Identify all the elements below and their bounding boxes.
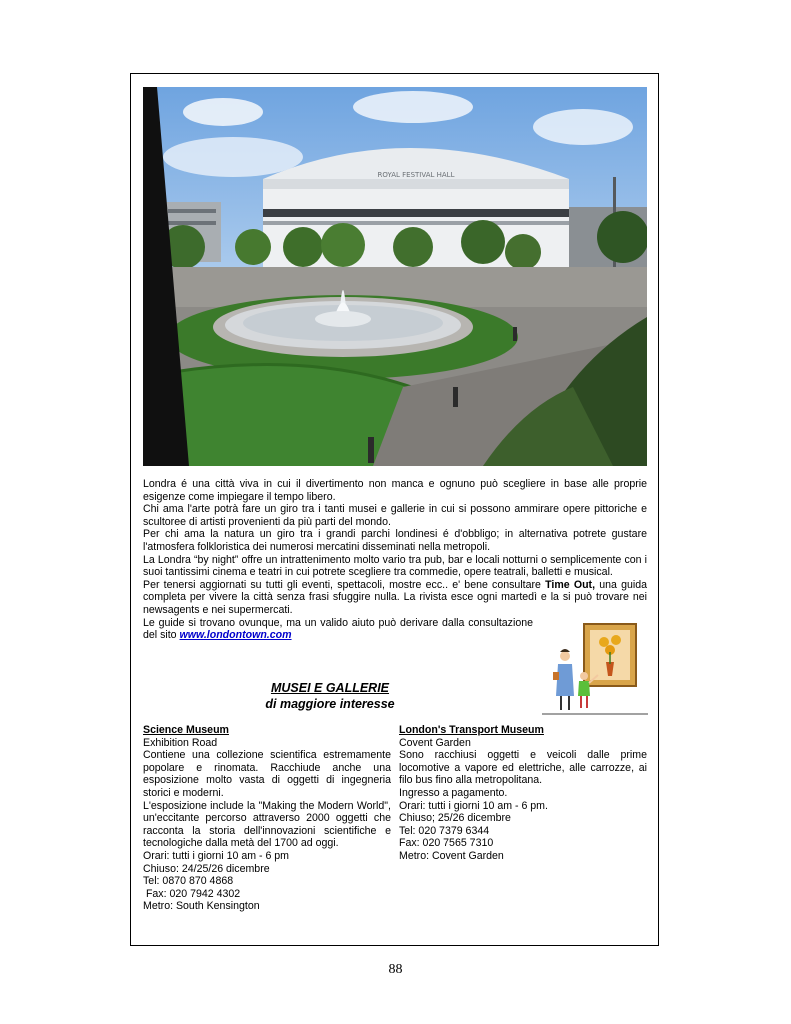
intro-text-run: una guida completa per vivere la città senza frasi sfuggire nulla. La rivista esce ogni martedì e la si può trovare nei newsagents e nei supermercati.: [143, 578, 647, 616]
section-heading: [200, 680, 460, 712]
science-museum-hours: Orari: tutti i giorni 10 am - 6 pm: [143, 849, 290, 862]
transport-museum-fax: Fax: 020 7565 7310: [399, 837, 494, 850]
section-title: MUSEI E GALLERIE: [270, 681, 390, 695]
intro-paragraph: Chi ama l'arte potrà fare un giro tra i tanti musei e gallerie in cui si possono ammirare opere pittoriche e scultoree di artisti provenienti da più parti del mondo.: [143, 503, 647, 528]
science-museum-description: Contiene una collezione scientifica estremamente popolare e rinomata. Racchiude anche una esposizione molto vasta di oggetti di ingegneria storici e moderni.: [143, 749, 391, 799]
transport-museum-hours: Orari: tutti i giorni 10 am - 6 pm.: [399, 799, 548, 812]
building-sign: ROYAL FESTIVAL HALL: [377, 171, 455, 179]
intro-text-run: Le guide si trovano ovunque, ma un valido aiuto può derivare dalla consultazione del sito: [143, 616, 533, 642]
intro-paragraph: Per chi ama la natura un giro tra i grandi parchi londinesi é d'obbligo; in alternativa potrete gustare l'atmosfera folkloristica dei numerosi mercatini disseminati nella metropoli.: [143, 528, 647, 553]
transport-museum-column: [399, 724, 647, 863]
intro-paragraph: Londra é una città viva in cui il divertimento non manca e ognuno può scegliere in base alle proprie esigenze come impiegare il tempo libero.: [143, 478, 647, 503]
royal-festival-hall-photo: [143, 87, 647, 466]
science-museum-metro: Metro: South Kensington: [143, 900, 260, 913]
transport-museum-title: London's Transport Museum: [399, 724, 544, 736]
transport-museum-metro: Metro: Covent Garden: [399, 849, 504, 862]
time-out-name: Time Out,: [545, 578, 596, 591]
science-museum-closed: Chiuso: 24/25/26 dicembre: [143, 862, 270, 875]
intro-paragraph: La Londra “by night” offre un intrattenimento molto vario tra pub, bar e locali notturni o semplicemente con i suoi tantissimi cinema e teatri in cui potrete scegliere tra commedie, opere teatrali, balletti e musical.: [143, 553, 647, 579]
londontown-link[interactable]: www.londontown.com: [179, 629, 292, 642]
intro-paragraph: [143, 579, 647, 617]
science-museum-column: [143, 724, 391, 913]
transport-museum-address: Covent Garden: [399, 736, 471, 749]
transport-museum-closed: Chiuso; 25/26 dicembre: [399, 812, 511, 825]
section-subtitle: di maggiore interesse: [265, 697, 395, 711]
museum-visitors-illustration: [540, 620, 650, 720]
intro-text: [143, 478, 647, 642]
page-number: 88: [388, 962, 403, 977]
science-museum-tel: Tel: 0870 870 4868: [143, 875, 234, 888]
transport-museum-entry: Ingresso a pagamento.: [399, 786, 508, 799]
intro-text-run: Per tenersi aggiornati su tutti gli eventi, spettacoli, mostre ecc.. e' bene consultare: [143, 578, 546, 591]
transport-museum-tel: Tel: 020 7379 6344: [399, 824, 490, 837]
science-museum-description: L'esposizione include la "Making the Modern World", un'eccitante percorso attraverso 2000 oggetti che racconta la storia dell'innovazioni scientifiche e tecnologiche dalla metà del 1700 ad oggi.: [143, 799, 391, 850]
science-museum-address: Exhibition Road: [143, 736, 218, 749]
science-museum-title: Science Museum: [143, 724, 229, 736]
transport-museum-description: Sono racchiusi oggetti e veicoli dalle prime locomotive a vapore ed elettriche, alle carrozze, ai filo bus fino alla metropolitana.: [399, 749, 647, 787]
intro-paragraph: [143, 617, 533, 642]
science-museum-fax: Fax: 020 7942 4302: [143, 887, 241, 900]
